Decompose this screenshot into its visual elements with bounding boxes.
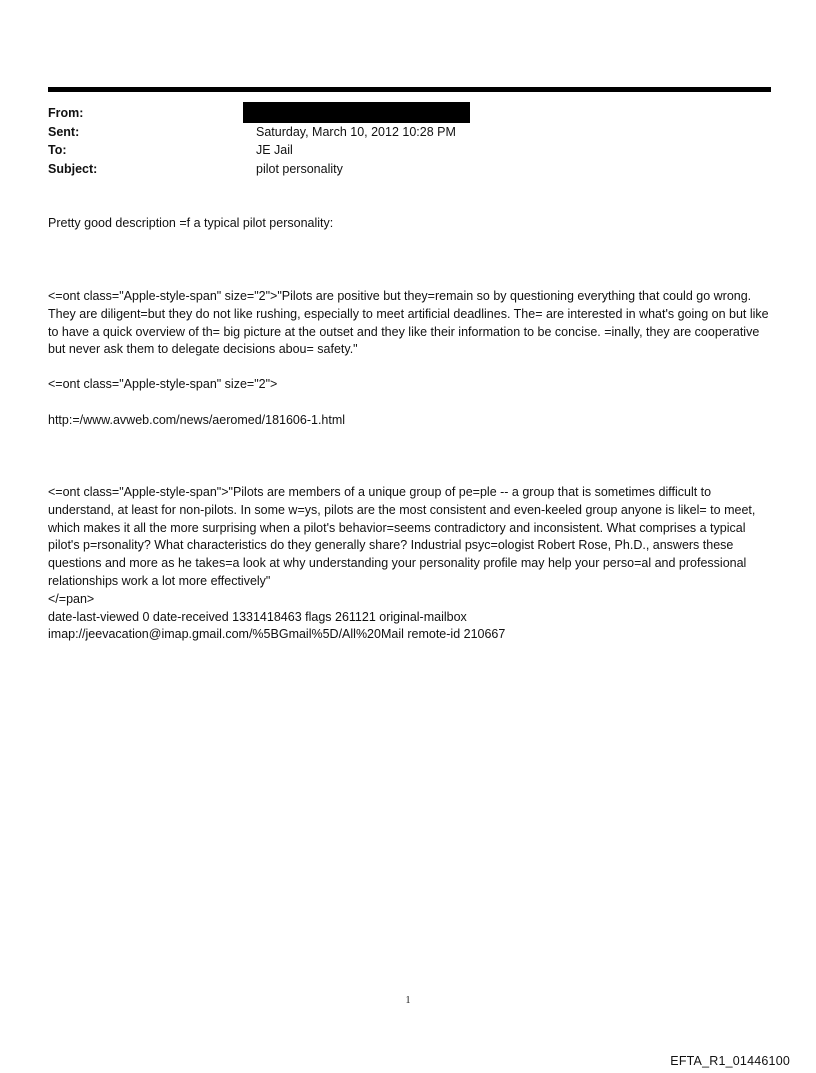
header-rule xyxy=(48,87,771,92)
email-header xyxy=(48,104,768,178)
subject-label: Subject: xyxy=(48,161,98,176)
quote-paragraph: <=ont class="Apple-style-span" size="2">"Pilots are positive but they=remain so by questioning everything that could go wrong. They are diligent=but they do not like rushing, especially to meet artificial deadlines. The= are interested in what's going on but like to have a quick overview of th= big picture at the outset and they like their information to be concise. =inally, they are cooperative but never ask them to delegate decisions abou= safety." xyxy=(48,289,773,357)
sent-value: Saturday, March 10, 2012 10:28 PM xyxy=(256,124,456,139)
source-url: http:=/www.avweb.com/news/aeromed/181606-1.html xyxy=(48,413,346,427)
document-id: EFTA_R1_01446100 xyxy=(670,1054,790,1068)
intro-paragraph: Pretty good description =f a typical pilot personality: xyxy=(48,216,334,230)
sent-row xyxy=(48,123,768,142)
from-label: From: xyxy=(48,106,84,120)
page-number: 1 xyxy=(405,995,411,1006)
redacted-sender xyxy=(243,102,470,123)
font-tag-line: <=ont class="Apple-style-span" size="2"> xyxy=(48,377,278,391)
to-value: JE Jail xyxy=(256,143,293,157)
to-row xyxy=(48,141,768,160)
sent-label: Sent: xyxy=(48,124,80,139)
subject-value: pilot personality xyxy=(256,161,343,176)
to-label: To: xyxy=(48,143,67,157)
article-excerpt: <=ont class="Apple-style-span">"Pilots are members of a unique group of pe=ple -- a group that is sometimes difficult to understand, at least for non-pilots. In some w=ys, pilots are the most consistent and even-keeled group anyone is likel= to meet, which makes it all the more surprising when a pilot's behavior=seems contradictory and inconsistent. What comprises a typical pilot's p=rsonality? What characteristics do they generally share? Industrial psyc=ologist Robert Rose, Ph.D., answers these questions and more as he takes=a look at why understanding your personality profile may help your perso=al and professional relationships work a lot more effectively" </=pan> date-last-viewed 0 date-received 1331418463 flags 261121 original-mailbox imap://jeevacation@imap.gmail.com/%5BGmail%5D/All%20Mail remote-id 210667 xyxy=(48,485,756,642)
subject-row xyxy=(48,160,768,179)
from-row xyxy=(48,104,768,123)
